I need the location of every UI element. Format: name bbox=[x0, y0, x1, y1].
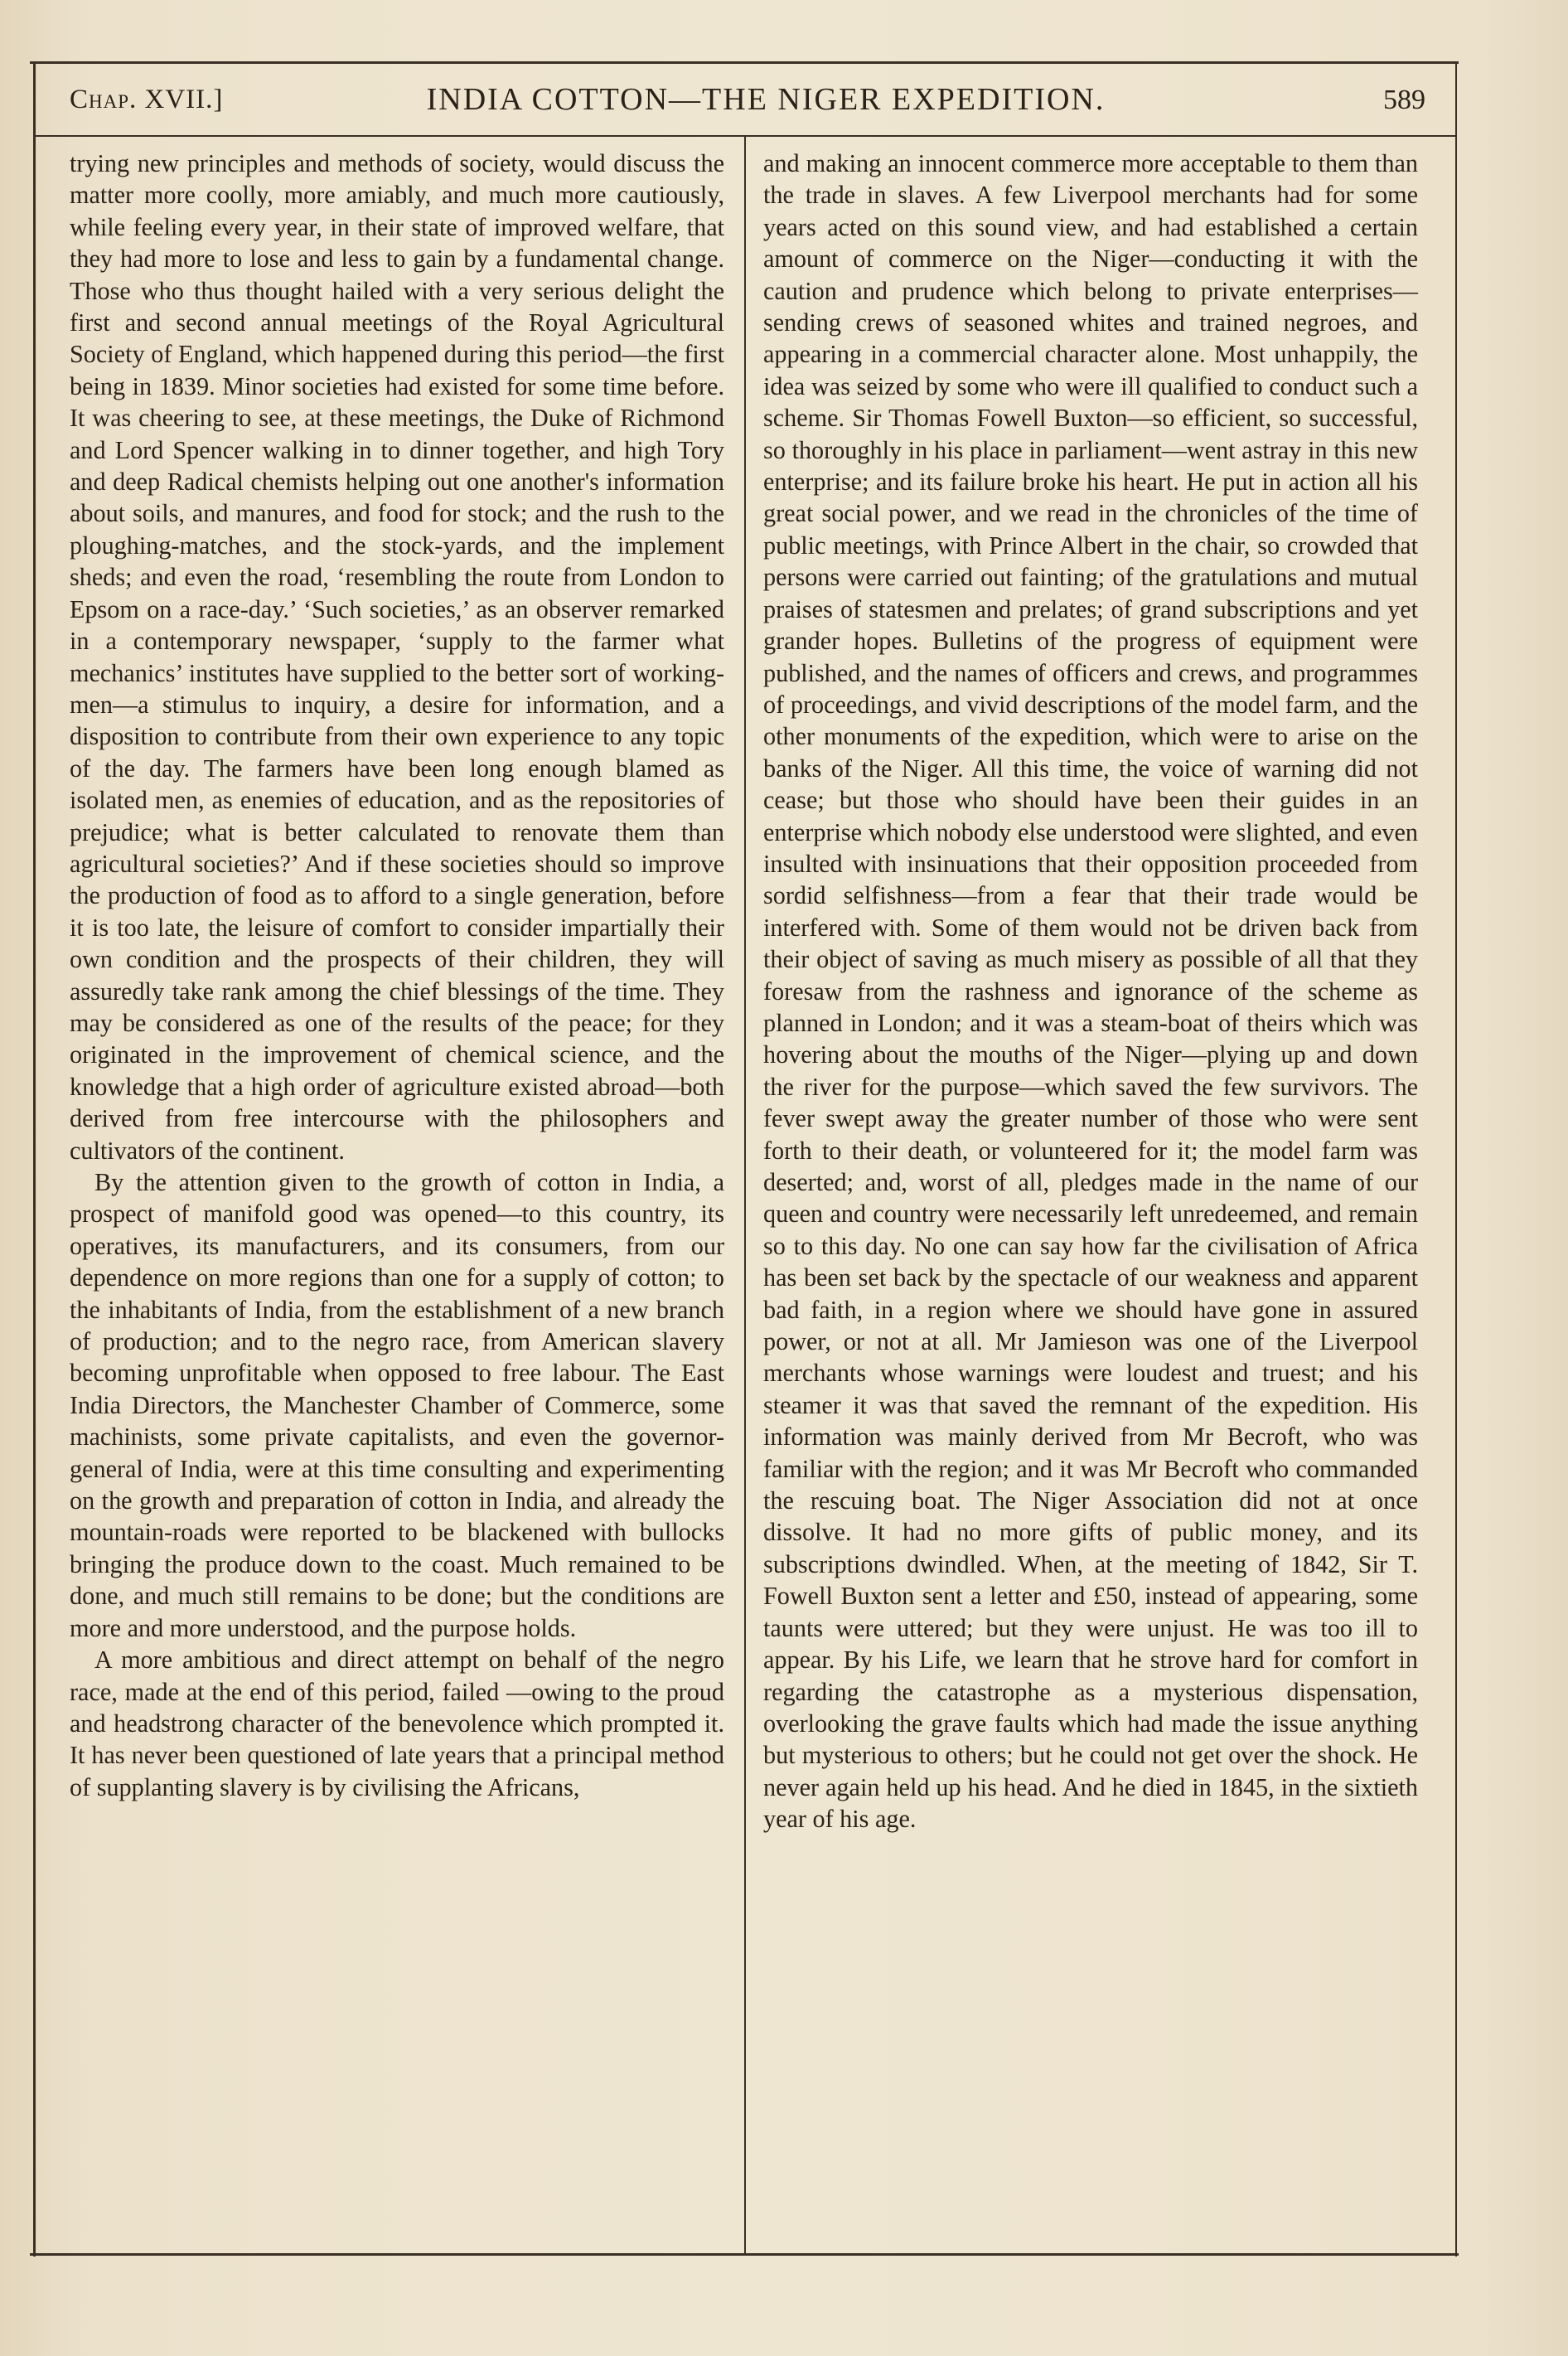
left-rule bbox=[33, 61, 36, 2257]
paragraph: A more ambitious and direct attempt on behalf of the negro race, made at the end of this period, failed —owing to the proud and headstrong character of the benevolence which prompted it. It has never been questioned of late years that a principal method of supplanting slavery is by civilising the Africans, bbox=[70, 1646, 724, 1801]
chapter-label: Chap. XVII.] bbox=[70, 85, 224, 114]
running-head bbox=[36, 81, 1454, 131]
left-column bbox=[70, 148, 724, 1803]
page-title: INDIA COTTON—THE NIGER EXPEDITION. bbox=[426, 82, 1106, 117]
paragraph: By the attention given to the growth of cotton in India, a prospect of manifold good was opened—to this country, its operatives, its manufacturers, and its consumers, from our dependence on more regions than one for a supply of cotton; to the inhabitants of India, from the establishment of a new branch of production; and to the negro race, from American slavery becoming unprofitable when opposed to free labour. The East India Directors, the Manchester Chamber of Commerce, some machinists, some private capitalists, and even the governor-general of India, were at this time consulting and experimenting on the growth and preparation of cotton in India, and already the mountain-roads were reported to be blackened with bullocks bringing the produce down to the coast. Much remained to be done, and much still remains to be done; but the conditions are more and more understood, and the purpose holds. bbox=[70, 1168, 724, 1642]
right-column bbox=[763, 148, 1418, 1835]
top-rule bbox=[30, 61, 1459, 64]
paragraph: trying new principles and methods of society, would discuss the matter more coolly, more amiably, and much more cautiously, while feeling every year, in their state of improved welfare, that they had more to lose and less to gain by a fundamental change. Those who thus thought hailed with a very serious delight the first and second annual meetings of the Royal Agricultural Society of England, which happened during this period—the first being in 1839. Minor societies had existed for some time before. It was cheering to see, at these meetings, the Duke of Richmond and Lord Spencer walking in to dinner together, and high Tory and deep Radical chemists helping out one another's information about soils, and manures, and food for stock; and the rush to the ploughing-matches, and the stock-yards, and the implement sheds; and even the road, ‘resembling the route from London to Epsom on a race-day.’ ‘Such societies,’ as an observer remarked in a contemporary newspaper, ‘supply to the farmer what mechanics’ institutes have supplied to the better sort of working-men—a stimulus to inquiry, a desire for information, and a disposition to contribute from their own experience to any topic of the day. The farmers have been long enough blamed as isolated men, as enemies of education, and as the repositories of prejudice; what is better calculated to renovate them than agricultural societies?’ And if these societies should so improve the production of food as to afford to a single generation, before it is too late, the leisure of comfort to consider impartially their own condition and the prospects of their children, they will assuredly take rank among the chief blessings of the time. They may be considered as one of the results of the peace; for they originated in the improvement of chemical science, and the knowledge that a high order of agriculture existed abroad—both derived from free intercourse with the philosophers and cultivators of the continent. bbox=[70, 149, 724, 1165]
page-number: 589 bbox=[1383, 85, 1425, 115]
right-rule bbox=[1455, 61, 1457, 2257]
paragraph: and making an innocent commerce more acceptable to them than the trade in slaves. A few Liverpool merchants had for some years acted on this sound view, and had established a certain amount of commerce on the Niger—conducting it with the caution and prudence which belong to private enterprises—sending crews of seasoned whites and trained negroes, and appearing in a commercial character alone. Most unhappily, the idea was seized by some who were ill qualified to conduct such a scheme. Sir Thomas Fowell Buxton—so efficient, so successful, so thoroughly in his place in parliament—went astray in this new enterprise; and its failure broke his heart. He put in action all his great social power, and we read in the chronicles of the time of public meetings, with Prince Albert in the chair, so crowded that persons were carried out fainting; of the gratulations and mutual praises of statesmen and prelates; of grand subscriptions and yet grander hopes. Bulletins of the progress of equipment were published, and the names of officers and crews, and programmes of proceedings, and vivid descriptions of the model farm, and the other monuments of the expedition, which were to arise on the banks of the Niger. All this time, the voice of warning did not cease; but those who should have been their guides in an enterprise which nobody else understood were slighted, and even insulted with insinuations that their opposition proceeded from sordid selfishness—from a fear that their trade would be interfered with. Some of them would not be driven back from their object of saving as much misery as possible of all that they foresaw from the rashness and ignorance of the scheme as planned in London; and it was a steam-boat of theirs which was hovering about the mouths of the Niger—plying up and down the river for the purpose—which saved the few survivors. The fever swept away the greater number of those who were sent forth to their death, or volunteered for it; the model farm was deserted; and, worst of all, pledges made in the name of our queen and country were necessarily left unredeemed, and remain so to this day. No one can say how far the civilisation of Africa has been set back by the spectacle of our weakness and apparent bad faith, in a region where we should have gone in assured power, or not at all. Mr Jamieson was one of the Liverpool merchants whose warnings were loudest and truest; and his steamer it was that saved the remnant of the expedition. His information was mainly derived from Mr Becroft, who was familiar with the region; and it was Mr Becroft who commanded the rescuing boat. The Niger Association did not at once dissolve. It had no more gifts of public money, and its subscriptions dwindled. When, at the meeting of 1842, Sir T. Fowell Buxton sent a letter and £50, instead of appearing, some taunts were uttered; but they were unjust. He was too ill to appear. By his Life, we learn that he strove hard for comfort in regarding the catastrophe as a mysterious dispensation, overlooking the grave faults which had made the issue anything but mysterious to others; but he could not get over the shock. He never again held up his head. And he died in 1845, in the sixtieth year of his age. bbox=[763, 149, 1418, 1834]
bottom-rule bbox=[30, 2253, 1459, 2256]
column-divider bbox=[744, 135, 746, 2256]
